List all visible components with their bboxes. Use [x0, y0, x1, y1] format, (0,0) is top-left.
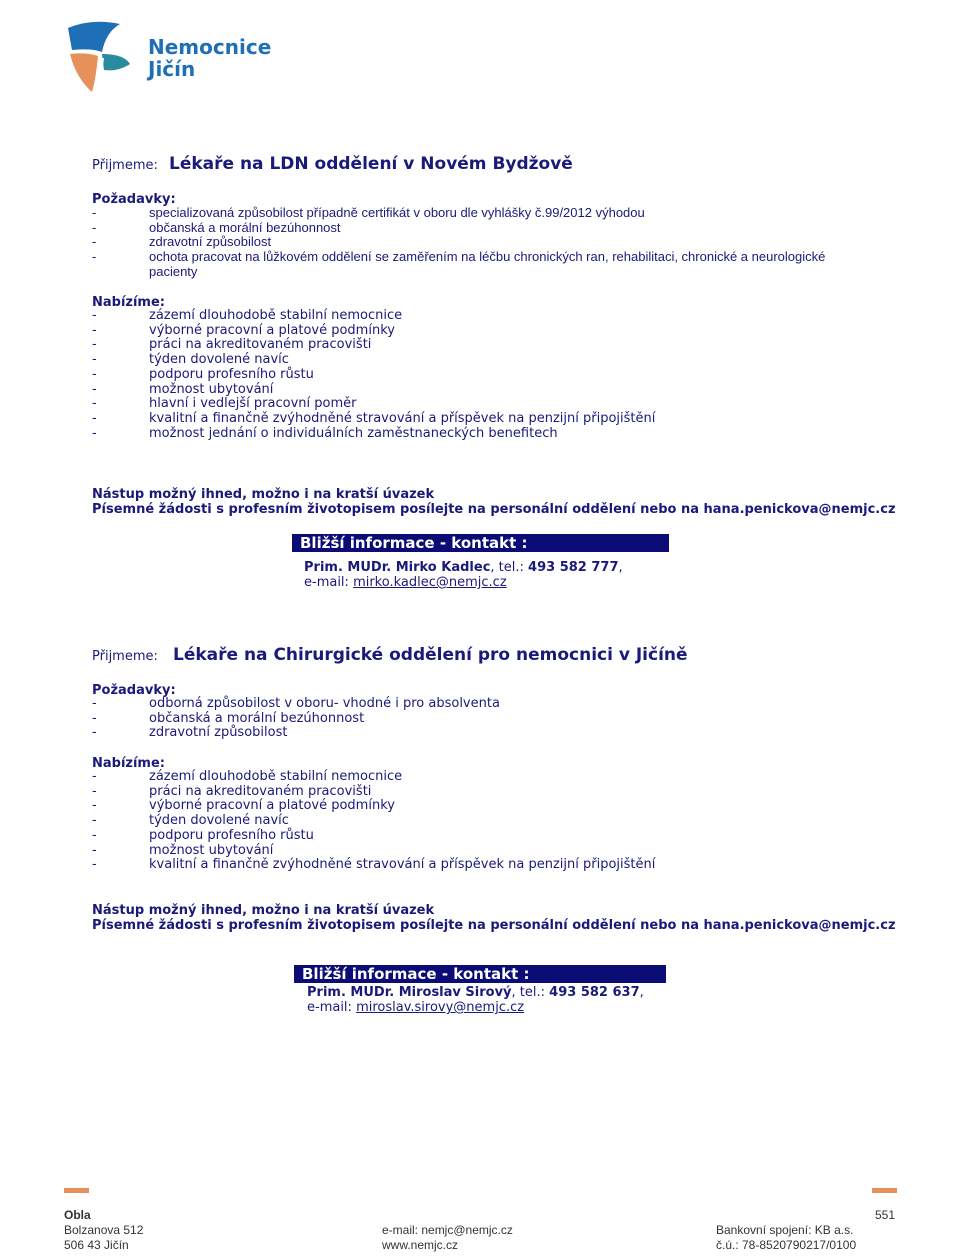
- job1-offers-list: [92, 309, 892, 441]
- job1-start-note: Nástup možný ihned, možno i na kratší úvazek: [92, 487, 435, 502]
- footer-accent-left: [64, 1188, 89, 1193]
- job2-offers-heading: Nabízíme:: [92, 756, 165, 771]
- list-item: - podporu profesního růstu: [92, 827, 314, 843]
- job1-heading: [92, 154, 573, 174]
- list-item: - týden dovolené navíc: [92, 352, 289, 368]
- page-number: 551: [875, 1208, 896, 1222]
- job1-offers-heading: Nabízíme:: [92, 295, 165, 310]
- job1-contact: Prim. MUDr. Mirko Kadlec, tel.: 493 582 777, e-mail: mirko.kadlec@nemjc.cz: [304, 560, 623, 590]
- list-item: - výborné pracovní a platové podmínky: [92, 322, 395, 338]
- list-item: - týden dovolené navíc: [92, 813, 289, 829]
- list-item: - zázemí dlouhodobě stabilní nemocnice: [92, 308, 403, 323]
- list-item: - specializovaná způsobilost případně certifikát v oboru dle vyhlášky č.99/2012 výhodou: [92, 205, 645, 220]
- list-item: - občanská a morální bezúhonnost: [92, 219, 341, 235]
- job1-requirements-heading: Požadavky:: [92, 192, 176, 207]
- list-item: - zázemí dlouhodobě stabilní nemocnice: [92, 769, 403, 784]
- list-item: - výborné pracovní a platové podmínky: [92, 798, 395, 814]
- contact-email-link[interactable]: mirko.kadlec@nemjc.cz: [353, 575, 507, 590]
- job2-start-note: Nástup možný ihned, možno i na kratší úvazek: [92, 903, 435, 918]
- footer-address: Obla Bolzanova 512 506 43 Jičín: [64, 1208, 144, 1252]
- job2-requirements-list: [92, 697, 892, 741]
- contact-phone: 493 582 637: [549, 985, 640, 1000]
- list-item: - možnost ubytování: [92, 381, 274, 397]
- list-item: - zdravotní způsobilost: [92, 725, 288, 741]
- list-item: - kvalitní a finančně zvýhodněné stravování a příspěvek na penzijní připojištění: [92, 857, 656, 873]
- list-item: - občanská a morální bezúhonnost: [92, 710, 365, 726]
- list-item: - hlavní i vedlejší pracovní poměr: [92, 396, 357, 412]
- job1-prefix: Přijmeme:: [92, 158, 158, 173]
- list-item: - podporu profesního růstu: [92, 366, 314, 382]
- job2-prefix: Přijmeme:: [92, 649, 158, 664]
- list-item: - zdravotní způsobilost: [92, 234, 272, 250]
- list-item-continuation: pacienty: [149, 263, 198, 279]
- brand-name: [148, 36, 271, 80]
- brand-line2: Jičín: [148, 57, 196, 81]
- list-item: - kvalitní a finančně zvýhodněné stravování a příspěvek na penzijní připojištění: [92, 410, 656, 426]
- job1-apply-note: Písemné žádosti s profesním životopisem posílejte na personální oddělení nebo na hana.penickova@nemjc.cz: [92, 502, 896, 517]
- job1-title: Lékaře na LDN oddělení v Novém Bydžově: [168, 154, 573, 174]
- contact-phone: 493 582 777: [528, 560, 619, 575]
- footer-accent-right: [872, 1188, 897, 1193]
- job2-title: Lékaře na Chirurgické oddělení pro nemocnici v Jičíně: [172, 645, 688, 665]
- list-item: - práci na akreditovaném pracovišti: [92, 337, 372, 353]
- list-item: - práci na akreditovaném pracovišti: [92, 783, 372, 799]
- contact-email-link[interactable]: miroslav.sirovy@nemjc.cz: [356, 1000, 525, 1015]
- job2-offers-list: [92, 770, 892, 873]
- list-item: - ochota pracovat na lůžkovém oddělení se zaměřením na léčbu chronických ran, rehabilitaci, chronické a neurologické: [92, 249, 826, 265]
- job2-heading: [92, 645, 688, 665]
- footer-bank: Bankovní spojení: KB a.s. č.ú.: 78-8520790217/0100: [716, 1223, 857, 1252]
- job1-contact-bar: Bližší informace - kontakt :: [292, 534, 669, 552]
- footer-contact: e-mail: nemjc@nemjc.cz www.nemjc.cz: [382, 1223, 513, 1252]
- job1-requirements-list: [92, 206, 892, 280]
- job2-apply-note: Písemné žádosti s profesním životopisem posílejte na personální oddělení nebo na hana.penickova@nemjc.cz: [92, 918, 896, 933]
- list-item: - možnost jednání o individuálních zaměstnaneckých benefitech: [92, 425, 558, 441]
- brand-line1: Nemocnice: [148, 35, 272, 59]
- job2-contact: Prim. MUDr. Miroslav Sirový, tel.: 493 582 637, e-mail: miroslav.sirovy@nemjc.cz: [307, 985, 644, 1015]
- contact-name: Prim. MUDr. Mirko Kadlec: [304, 560, 491, 575]
- contact-name: Prim. MUDr. Miroslav Sirový: [307, 985, 512, 1000]
- job2-contact-bar: Bližší informace - kontakt :: [294, 965, 666, 983]
- list-item: - odborná způsobilost v oboru- vhodné i pro absolventa: [92, 696, 500, 711]
- job2-requirements-heading: Požadavky:: [92, 683, 176, 698]
- hospital-cross-logo-icon: [62, 18, 132, 94]
- list-item: - možnost ubytování: [92, 842, 274, 858]
